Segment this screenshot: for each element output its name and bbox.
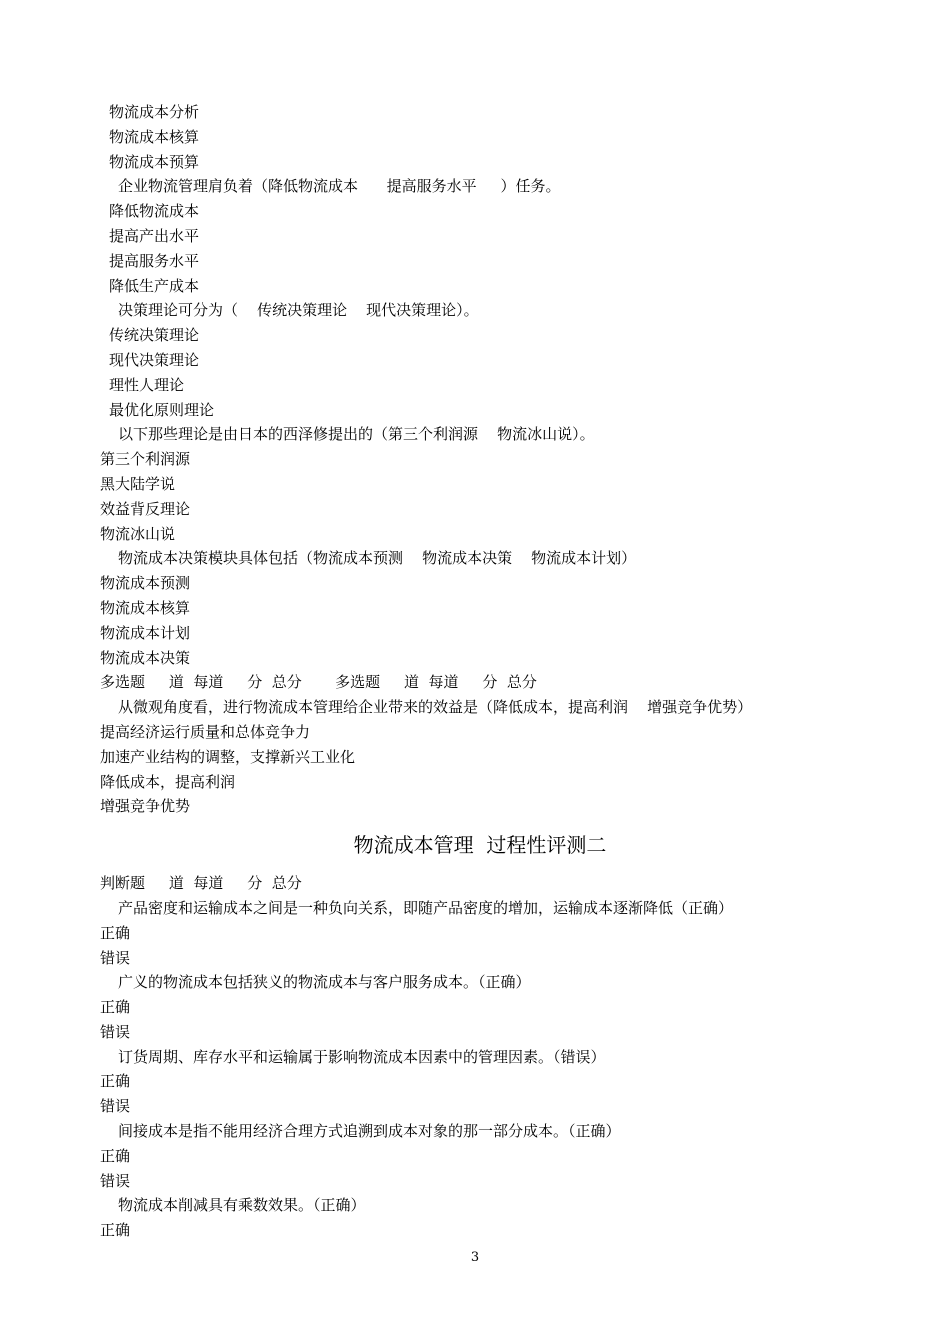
- text-line: 间接成本是指不能用经济合理方式追溯到成本对象的那一部分成本。（正确）: [118, 1122, 621, 1141]
- text-line: 订货周期、库存水平和运输属于影响物流成本因素中的管理因素。（错误）: [118, 1047, 606, 1066]
- text-line: 多选题 道 每道 分 总分 多选题 道 每道 分 总分: [100, 673, 537, 692]
- text-line: 降低生产成本: [109, 276, 200, 295]
- text-line: 物流成本核算: [109, 127, 200, 146]
- text-line: 提高经济运行质量和总体竞争力: [100, 722, 311, 741]
- text-line: 效益背反理论: [100, 499, 191, 518]
- text-line: 提高服务水平: [109, 251, 200, 270]
- section-title: 物流成本管理 过程性评测二: [353, 833, 607, 858]
- text-line: 广义的物流成本包括狭义的物流成本与客户服务成本。（正确）: [118, 973, 531, 992]
- text-line: 从微观角度看，进行物流成本管理给企业带来的效益是（降低成本，提高利润 增强竞争优势）: [118, 698, 753, 717]
- text-line: 传统决策理论: [109, 326, 200, 345]
- text-line: 理性人理论: [109, 375, 185, 394]
- text-line: 正确: [100, 1221, 131, 1240]
- text-line: 正确: [100, 998, 131, 1017]
- text-line: 错误: [100, 948, 131, 967]
- text-line: 现代决策理论: [109, 350, 200, 369]
- text-line: 物流成本计划: [100, 623, 191, 642]
- text-line: 物流成本决策模块具体包括（物流成本预测 物流成本决策 物流成本计划）: [118, 549, 637, 568]
- text-line: 错误: [100, 1097, 131, 1116]
- text-line: 物流成本决策: [100, 648, 191, 667]
- text-line: 降低物流成本: [109, 202, 200, 221]
- text-line: 物流成本削减具有乘数效果。（正确）: [118, 1196, 366, 1215]
- text-line: 企业物流管理肩负着（降低物流成本 提高服务水平 ）任务。: [118, 177, 561, 196]
- text-line: 降低成本，提高利润: [100, 772, 236, 791]
- text-line: 物流冰山说: [100, 524, 176, 543]
- text-line: 物流成本预测: [100, 574, 191, 593]
- text-line: 加速产业结构的调整，支撑新兴工业化: [100, 747, 356, 766]
- text-line: 判断题 道 每道 分 总分: [100, 874, 302, 893]
- text-line: 物流成本预算: [109, 152, 200, 171]
- question-block-multiple-choice: [100, 100, 860, 819]
- text-line: 正确: [100, 1072, 131, 1091]
- text-line: 错误: [100, 1022, 131, 1041]
- text-line: 错误: [100, 1171, 131, 1190]
- text-line: 产品密度和运输成本之间是一种负向关系，即随产品密度的增加，运输成本逐渐降低（正确）: [118, 898, 734, 917]
- page-content: [100, 100, 860, 1243]
- text-line: 物流成本核算: [100, 598, 191, 617]
- text-line: 黑大陆学说: [100, 474, 176, 493]
- question-block-true-false: [100, 871, 860, 1243]
- text-line: 正确: [100, 923, 131, 942]
- text-line: 提高产出水平: [109, 226, 200, 245]
- text-line: 以下那些理论是由日本的西泽修提出的（第三个利润源 物流冰山说）。: [118, 425, 595, 444]
- text-line: 决策理论可分为（ 传统决策理论 现代决策理论）。: [118, 301, 479, 320]
- page-number: 3: [470, 1250, 480, 1265]
- text-line: 最优化原则理论: [109, 400, 215, 419]
- text-line: 增强竞争优势: [100, 797, 191, 816]
- text-line: 第三个利润源: [100, 450, 191, 469]
- text-line: 物流成本分析: [109, 103, 200, 121]
- text-line: 正确: [100, 1146, 131, 1165]
